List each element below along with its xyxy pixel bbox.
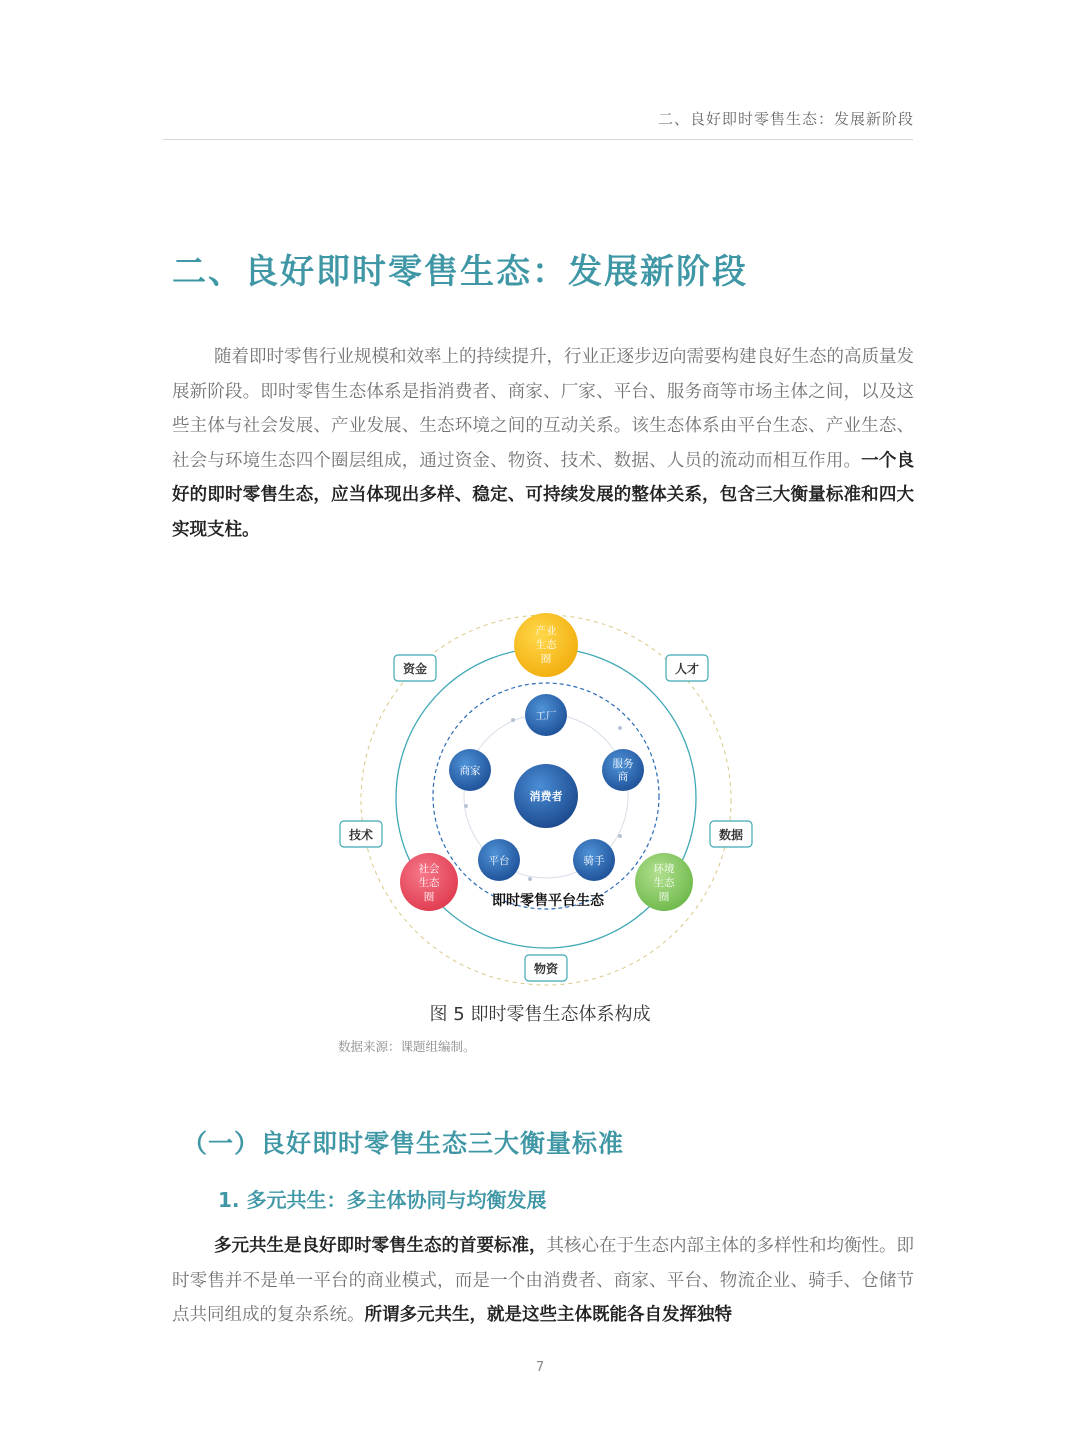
svg-text:商家: 商家 [459,765,481,777]
body-paragraph [172,1229,914,1333]
svg-text:工厂: 工厂 [535,710,557,722]
factory-node [525,694,567,736]
rider-node [573,839,615,881]
svg-text:生态: 生态 [418,877,440,889]
capital-tag [394,655,436,681]
svg-text:消费者: 消费者 [529,790,563,803]
svg-text:技术: 技术 [348,828,374,842]
intro-bold-text: 一个良好的即时零售生态，应当体现出多样、稳定、可持续发展的整体关系，包含三大衡量标准和四大实现支柱。 [172,450,914,540]
platform-ecosystem-label: 即时零售平台生态 [492,893,604,909]
intro-text: 随着即时零售行业规模和效率上的持续提升，行业正逐步迈向需要构建良好生态的高质量发展新阶段。即时零售生态体系是指消费者、商家、厂家、平台、服务商等市场主体之间，以及这些主体与社会发展、产业发展、生态环境之间的互动关系。该生态体系由平台生态、产业生态、社会与环境生态四个圈层组成，通过资金、物资、技术、数据、人员的流动而相互作用。 [172,347,914,471]
section-heading: （一）良好即时零售生态三大衡量标准 [182,1129,625,1158]
header-rule [163,139,913,140]
subsection-heading: 1. 多元共生：多主体协同与均衡发展 [218,1188,547,1212]
technology-tag [340,821,382,847]
figure-source: 数据来源：课题组编制。 [338,1039,476,1054]
svg-text:环境: 环境 [653,863,675,875]
merchant-node [449,749,491,791]
svg-text:社会: 社会 [418,863,440,875]
svg-text:圈: 圈 [423,891,435,903]
body-bold-end: 所谓多元共生，就是这些主体既能各自发挥独特 [364,1305,732,1325]
platform-node [478,839,520,881]
svg-text:圈: 圈 [658,891,670,903]
industry-ecosystem-circle [514,613,578,677]
intro-paragraph [172,340,914,547]
svg-text:服务: 服务 [612,758,634,770]
svg-text:物资: 物资 [533,962,559,976]
body-bold-start: 多元共生是良好即时零售生态的首要标准， [214,1236,547,1256]
svg-text:生态: 生态 [653,877,675,889]
svg-text:圈: 圈 [540,653,552,665]
svg-text:数据: 数据 [718,828,744,842]
svg-text:骑手: 骑手 [583,855,605,867]
svg-text:生态: 生态 [535,639,557,651]
svg-text:产业: 产业 [535,625,557,637]
svg-text:人才: 人才 [674,662,700,676]
consumer-node [514,764,578,828]
materials-tag [525,955,567,981]
talent-tag [666,655,708,681]
page-title: 二、良好即时零售生态：发展新阶段 [172,252,748,292]
svg-text:资金: 资金 [402,662,428,676]
social-ecosystem-circle [400,853,458,911]
ecosystem-diagram [330,600,760,990]
body-text: 其核心在于生态内部主体的多样性和均衡性。即时零售并不是单一平台的商业模式，而是一个由消费者、商家、平台、物流企业、骑手、仓储节点共同组成的复杂系统。 [172,1236,914,1325]
svg-text:商: 商 [617,771,629,783]
svg-text:平台: 平台 [488,855,510,867]
service-provider-node [602,749,644,791]
running-header: 二、良好即时零售生态：发展新阶段 [657,110,914,128]
figure-caption: 图 5 即时零售生态体系构成 [429,1004,651,1025]
page-number: 7 [535,1360,545,1375]
data-tag [710,821,752,847]
environment-ecosystem-circle [635,853,693,911]
